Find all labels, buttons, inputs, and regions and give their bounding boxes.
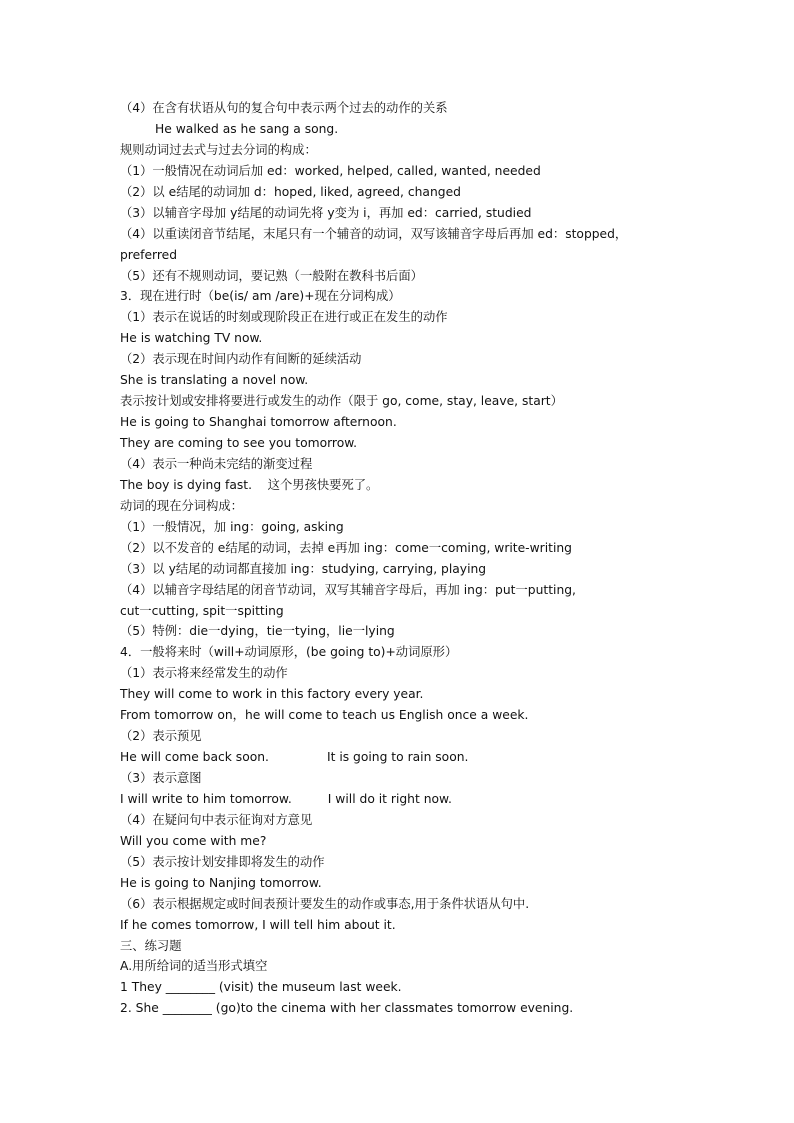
text-line: （4）表示一种尚未完结的渐变过程: [120, 456, 313, 471]
text-line: They are coming to see you tomorrow.: [120, 436, 358, 450]
text-line: A.用所给词的适当形式填空: [120, 959, 268, 974]
text-line: （5）特例：die一dying，tie一tying，lie一lying: [120, 624, 395, 639]
text-line: 规则动词过去式与过去分词的构成：: [120, 142, 317, 157]
text-line: （3）表示意图: [120, 771, 202, 785]
text-line: He is watching TV now.: [120, 331, 263, 346]
text-line: 动词的现在分词构成：: [120, 498, 243, 513]
text-line: （1）表示在说话的时刻或现阶段正在进行或正在发生的动作: [120, 310, 448, 325]
text-line: （2）以 e结尾的动词加 d：hoped, liked, agreed, changed: [120, 184, 461, 199]
text-line: cut一cutting, spit一spitting: [120, 603, 284, 618]
text-block-tenses: [120, 98, 720, 747]
text-line: （4）以辅音字母结尾的闭音节动词，双写其辅音字母后，再加 ing：put一putting,: [120, 582, 576, 597]
example-pair-prediction: [120, 747, 720, 768]
text-line: （1）一般情况在动词后加 ed：worked, helped, called, wanted, needed: [120, 163, 541, 178]
example-sentence: It is going to rain soon.: [326, 750, 469, 765]
text-line: （2）表示预见: [120, 729, 202, 744]
text-line: preferred: [120, 247, 178, 262]
text-line: He walked as he sang a song.: [155, 121, 339, 136]
text-line: 1 They ________ (visit) the museum last week.: [120, 980, 402, 995]
text-line: She is translating a novel now.: [120, 373, 309, 388]
text-line: （4）在疑问句中表示征询对方意见: [120, 812, 313, 827]
document-body: [120, 98, 720, 1019]
text-line: 表示按计划或安排将要进行或发生的动作（限于 go, come, stay, leave, start）: [120, 394, 563, 409]
text-line: 3．现在进行时（be(is/ am /are)+现在分词构成）: [120, 289, 401, 304]
text-line: The boy is dying fast. 这个男孩快要死了。: [120, 477, 379, 492]
text-line: （3）以辅音字母加 y结尾的动词先将 y变为 i，再加 ed：carried, studied: [120, 205, 532, 220]
text-block-intention: [120, 768, 720, 789]
example-sentence: I will do it right now.: [327, 791, 452, 806]
text-line: （4）在含有状语从句的复合句中表示两个过去的动作的关系: [120, 101, 448, 115]
text-line: （2）表示现在时间内动作有间断的延续活动: [120, 352, 362, 367]
text-line: From tomorrow on，he will come to teach us English once a week.: [120, 708, 529, 723]
text-line: 4．一般将来时（will+动词原形，(be going to)+动词原形）: [120, 645, 458, 660]
text-block-exercises: [120, 810, 720, 1019]
text-line: （1）表示将来经常发生的动作: [120, 666, 288, 681]
text-line: （4）以重读闭音节结尾，末尾只有一个辅音的动词，双写该辅音字母后再加 ed：stopped，: [120, 226, 628, 241]
text-line: He is going to Shanghai tomorrow afternoon.: [120, 415, 397, 430]
text-line: （6）表示根据规定或时间表预计要发生的动作或事态,用于条件状语从句中.: [120, 896, 530, 911]
text-line: 三、练习题: [120, 938, 182, 953]
text-line: （1）一般情况，加 ing：going, asking: [120, 519, 344, 534]
text-line: He is going to Nanjing tomorrow.: [120, 875, 322, 890]
text-line: Will you come with me?: [120, 833, 267, 848]
example-sentence: He will come back soon.: [120, 750, 269, 765]
text-line: （5）还有不规则动词，要记熟（一般附在教科书后面）: [120, 268, 423, 283]
example-pair-intention: [120, 789, 720, 810]
text-line: （2）以不发音的 e结尾的动词，去掉 e再加 ing：come一coming, write-writing: [120, 540, 572, 555]
text-line: 2. She ________ (go)to the cinema with her classmates tomorrow evening.: [120, 1001, 574, 1016]
text-line: They will come to work in this factory every year.: [120, 687, 424, 702]
text-line: If he comes tomorrow, I will tell him about it.: [120, 917, 396, 932]
text-line: （5）表示按计划安排即将发生的动作: [120, 854, 325, 869]
example-sentence: I will write to him tomorrow.: [120, 791, 292, 806]
text-line: （3）以 y结尾的动词都直接加 ing：studying, carrying, playing: [120, 561, 487, 576]
